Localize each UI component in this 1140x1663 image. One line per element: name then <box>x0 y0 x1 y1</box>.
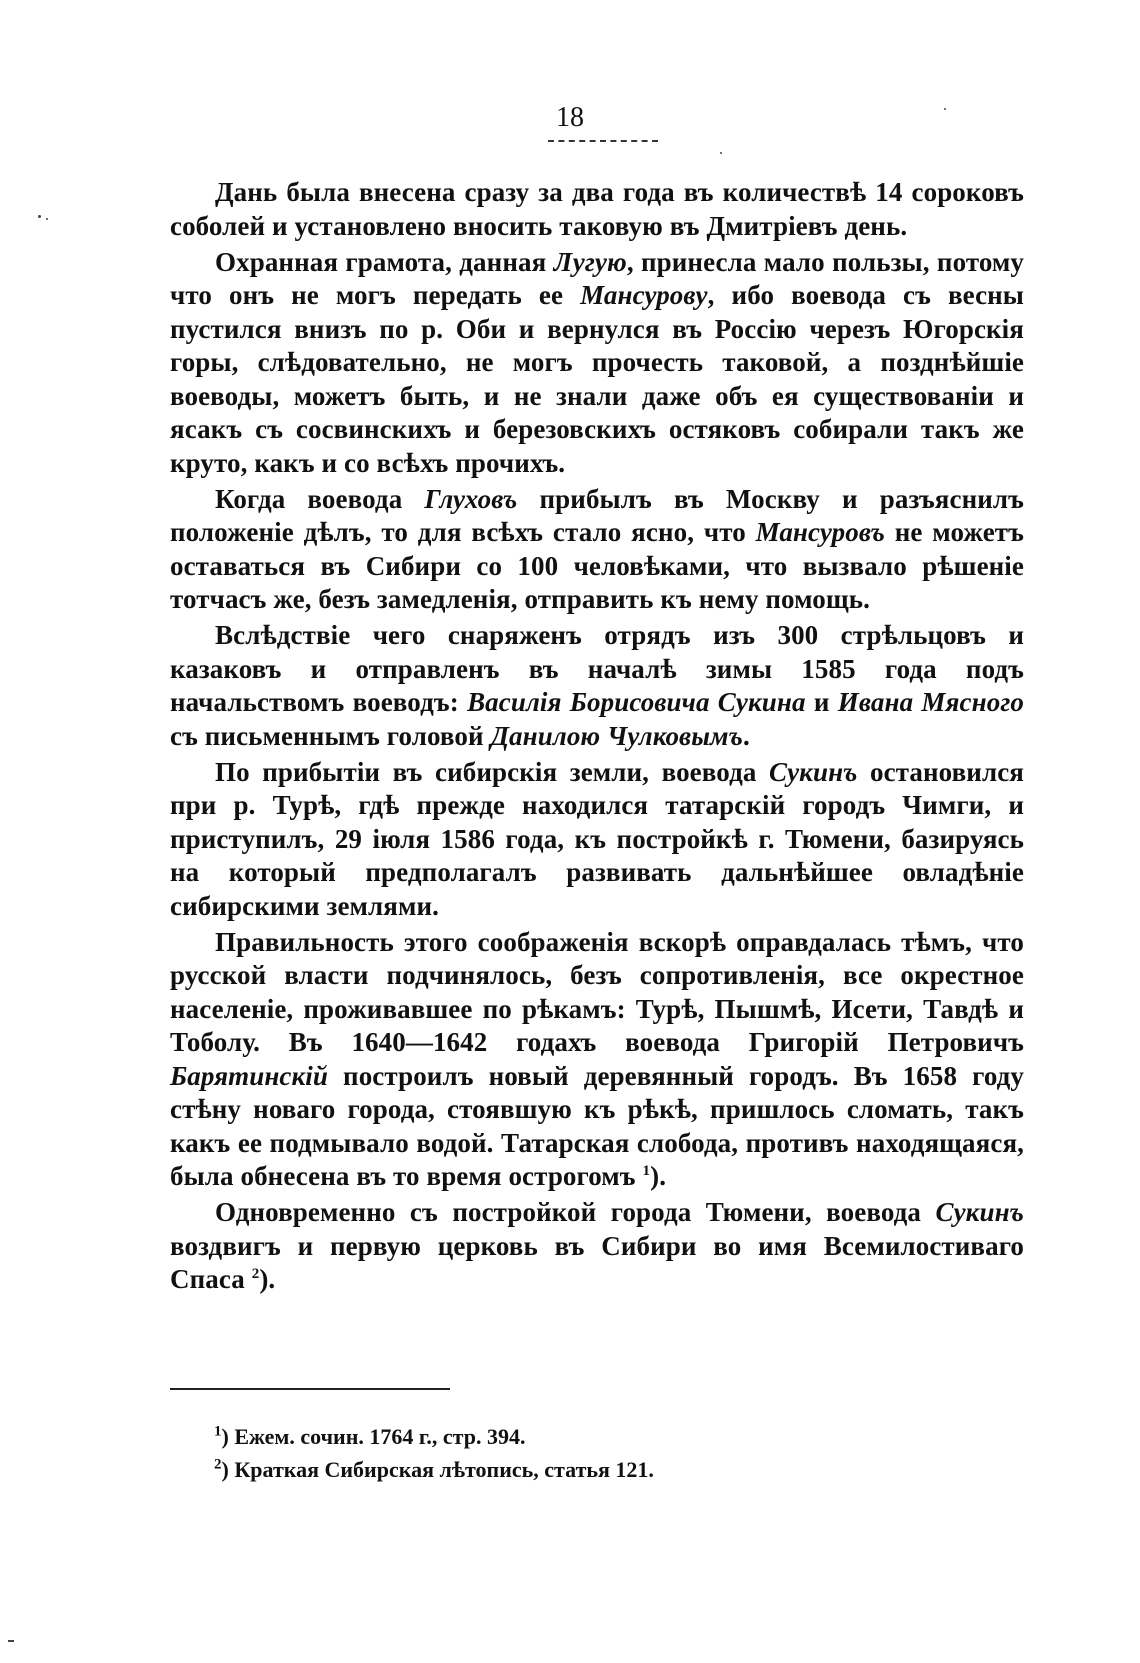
text-run: и <box>805 687 838 717</box>
text-run: , принесла мало пользы, потому что онъ не могъ передать ее <box>170 246 1025 310</box>
text-run: По прибытіи въ сибирскія земли, воевода <box>215 756 769 787</box>
paragraph <box>170 246 1024 481</box>
footnote-ref: 2 <box>251 1266 260 1282</box>
footnote-rule <box>170 1388 450 1390</box>
footnote-text: ) Краткая Сибирская лѣтопись, статья 121. <box>221 1457 654 1482</box>
italic-name: Василія Борисовича Сукина <box>467 687 806 717</box>
text-run: не можетъ оставаться въ Сибири со 100 человѣками, что вызвало рѣшеніе тотчасъ же, безъ замедленія, отправить къ нему помощь. <box>170 517 1024 614</box>
footnote-mark: 2 <box>214 1456 222 1473</box>
scan-speck <box>38 215 41 218</box>
text-run: построилъ новый деревянный городъ. Въ 1658 году стѣну новаго города, стоявшую къ рѣкѣ, пришлось сломать, такъ какъ ее подмывало водой. Татарская слобода, противъ находящаяся, была обнесена въ то время острогомъ <box>170 1060 1024 1191</box>
footnote-text: ) Ежем. сочин. 1764 г., стр. 394. <box>221 1424 526 1449</box>
footnote <box>214 1453 1014 1486</box>
text-run: воздвигъ и первую церковь въ Сибири во имя Всемилостиваго Спаса <box>170 1230 1024 1294</box>
italic-name: Сукинъ <box>768 756 858 787</box>
scan-speck <box>720 152 722 154</box>
italic-name: Ивана Мясного <box>837 687 1024 717</box>
footnotes <box>214 1420 1014 1486</box>
paragraph <box>170 483 1024 617</box>
scan-speck <box>8 1640 14 1642</box>
text-run: прибылъ въ Москву и разъяснилъ положеніе дѣлъ, то для всѣхъ стало ясно, что <box>170 483 1024 547</box>
text-run: Дань была внесена сразу за два года въ количествѣ 14 сороковъ соболей и установлено вносить таковую въ Дмитріевъ день. <box>170 177 1024 241</box>
italic-name: Барятинскій <box>170 1060 328 1091</box>
italic-name: Мансурову <box>580 280 708 310</box>
text-run: , ибо воевода съ весны пустился внизъ по р. Оби и вернулся въ Россію черезъ Югорскія горы, слѣдовательно, не могъ прочесть таковой, а позднѣйшіе воеводы, можетъ быть, и не знали даже объ ея существованіи и ясакъ съ сосвинскихъ и березовскихъ остяковъ собирали такъ же круто, какъ и со всѣхъ прочихъ. <box>170 280 1024 478</box>
text-run: . <box>742 720 750 751</box>
text-run: ). <box>259 1264 276 1294</box>
scan-speck <box>46 218 48 220</box>
footnote <box>214 1420 1014 1453</box>
italic-name: Данилою Чулковымъ <box>490 720 743 751</box>
scan-speck <box>944 108 946 110</box>
paragraph <box>170 926 1024 1194</box>
footnote-mark: 1 <box>214 1423 222 1440</box>
text-run: Когда воевода <box>215 483 425 514</box>
text-run: Правильность этого соображенія вскорѣ оправдалась тѣмъ, что русской власти подчинялось, безъ сопротивленія, все окрестное населеніе, проживавшее по рѣкамъ: Турѣ, Пышмѣ, Исети, Тавдѣ и Тоболу. Въ 1640—1642 годахъ воевода Григорій Петровичъ <box>170 926 1024 1057</box>
text-run: съ письменнымъ головой <box>170 720 491 751</box>
text-run: остановился при р. Турѣ, гдѣ прежде находился татарскій городъ Чимги, и приступилъ, 29 іюля 1586 года, къ постройкѣ г. Тюмени, базируясь на который предполагалъ развивать дальнѣйшее овладѣніе сибирскими землями. <box>170 756 1024 921</box>
italic-name: Сукинъ <box>935 1197 1024 1227</box>
text-run: ). <box>650 1161 667 1191</box>
paragraph <box>170 1196 1024 1297</box>
text-run: Вслѣдствіе чего снаряженъ отрядъ изъ 300 стрѣльцовъ и казаковъ и отправленъ въ началѣ зимы 1585 года подъ начальствомъ воеводъ: <box>170 620 1024 717</box>
italic-name: Лугую <box>553 246 627 277</box>
paragraph <box>170 619 1024 753</box>
paragraph <box>170 756 1024 924</box>
footnote-ref: 1 <box>642 1163 651 1179</box>
body-text <box>170 176 1024 1297</box>
page-number-rule <box>548 140 658 142</box>
page-number: 18 <box>556 102 584 133</box>
paragraph <box>170 176 1024 243</box>
italic-name: Глуховъ <box>424 483 518 514</box>
italic-name: Мансуровъ <box>755 517 885 547</box>
text-run: Охранная грамота, данная <box>215 246 554 277</box>
text-run: Одновременно съ постройкой города Тюмени, воевода <box>215 1197 936 1227</box>
